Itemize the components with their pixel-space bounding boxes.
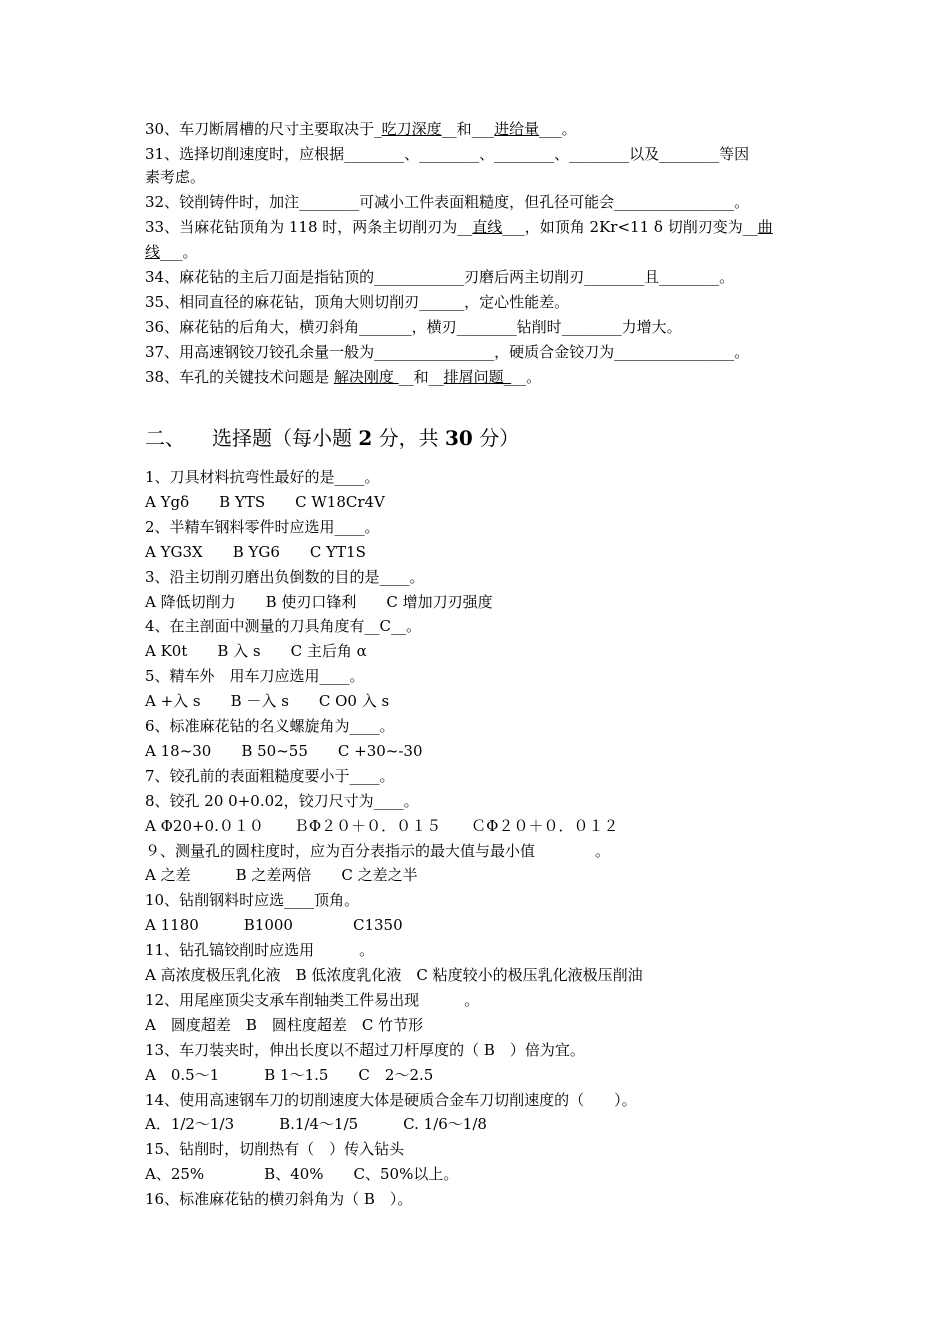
question-33-cont: 线___。 [145,243,198,261]
question-32: 32、铰削铸件时，加注________可减小工件表面粗糙度，但孔径可能会________________。 [145,193,750,211]
options-line: A．1/2～1/3 B.1/4～1/5 C. 1/6～1/8 [145,1115,487,1134]
answer: 进给量 [494,120,540,138]
question-line: 2、半精车钢料零件时应选用____。 [145,517,380,536]
options-line: A 0.5～1 B 1～1.5 C 2～2.5 [145,1065,434,1084]
question-line: ９、测量孔的圆柱度时，应为百分表指示的最大值与最小值 。 [145,841,611,860]
question-33: 33、当麻花钻顶角为 118 时，两条主切削刃为__直线___，如顶角 2Kr<11 δ 切削刃变为__曲 [145,218,773,236]
question-38: 38、车孔的关键技术问题是 解决刚度 __和__排屑问题___。 [145,368,542,386]
options-line: A 圆度超差 B 圆柱度超差 C 竹节形 [145,1015,424,1034]
question-line: 13、车刀装夹时，伸出长度以不超过刀杆厚度的（ B ）倍为宜。 [145,1040,585,1059]
answer: 直线 [472,218,503,236]
question-line: 16、标准麻花钻的横刃斜角为（ B ）。 [145,1190,413,1209]
question-37: 37、用高速钢铰刀铰孔余量一般为________________，硬质合金铰刀为________________。 [145,343,750,361]
question-line: 11、钻孔镐铰削时应选用 。 [145,941,375,960]
question-line: 10、钻削钢料时应选____顶角。 [145,891,360,910]
question-line: 5、精车外 用车刀应选用____。 [145,667,365,686]
question-line: 3、沿主切削刃磨出负倒数的目的是____。 [145,567,425,586]
question-line: 4、在主剖面中测量的刀具角度有__C__。 [145,617,422,636]
options-line: A Ygδ B YTS C W18Cr4V [145,492,385,511]
options-line: A Φ20+0.０１０ ＢΦ２０＋０．０１５ ＣΦ２０＋０．０１２ [145,816,619,835]
options-line: A 之差 B 之差两倍 C 之差之半 [145,866,418,885]
answer: 吃刀深度 [381,120,442,138]
answer: 曲 [757,218,773,236]
question-line: 15、钻削时，切削热有（ ）传入钻头 [145,1140,405,1159]
question-line: 1、刀具材料抗弯性最好的是____。 [145,468,380,486]
question-line: 6、标准麻花钻的名义螺旋角为____。 [145,717,395,735]
options-line: A、25% B、40% C、50%以上。 [145,1165,459,1184]
options-line: A 高浓度极压乳化液 B 低浓度乳化液 C 粘度较小的极压乳化液极压削油 [145,966,643,984]
options-line: A 18~30 B 50~55 C +30~-30 [145,741,423,760]
question-31: 31、选择切削速度时，应根据________、________、________、________以及________等因 [145,145,750,163]
question-34: 34、麻花钻的主后刀面是指钻顶的____________刃磨后两主切削刃________且________。 [145,268,735,286]
options-line: A 1180 B1000 C1350 [145,916,403,935]
question-36: 36、麻花钻的后角大，横刃斜角_______，横刃________钻削时________力增大。 [145,318,682,336]
options-line: A +入 s B －入 s C O0 入 s [145,692,390,711]
section-heading: 二、 选择题（每小题 2 分，共 30 分） [145,426,520,450]
options-line: A K0t B 入 s C 主后角 α [145,642,367,661]
options-line: A YG3X B YG6 C YT1S [145,542,366,561]
question-line: 7、铰孔前的表面粗糙度要小于____。 [145,766,395,785]
question-30: 30、车刀断屑槽的尺寸主要取决于_吃刀深度__和___进给量___。 [145,120,577,138]
answer: 线 [145,243,161,261]
question-35: 35、相同直径的麻花钻，顶角大则切削刃______，定心性能差。 [145,293,570,311]
answer: 解决刚度 [333,368,399,386]
question-line: 8、铰孔 20 0+0.02，铰刀尺寸为____。 [145,791,419,810]
options-line: A 降低切削力 B 使刃口锋利 C 增加刀刃强度 [145,592,493,611]
question-31-cont: 素考虑。 [145,168,206,186]
answer: 排屑问题_ [443,368,512,386]
question-line: 12、用尾座顶尖支承车削轴类工件易出现 。 [145,990,480,1009]
question-line: 14、使用高速钢车刀的切削速度大体是硬质合金车刀切削速度的（ ）。 [145,1090,637,1109]
